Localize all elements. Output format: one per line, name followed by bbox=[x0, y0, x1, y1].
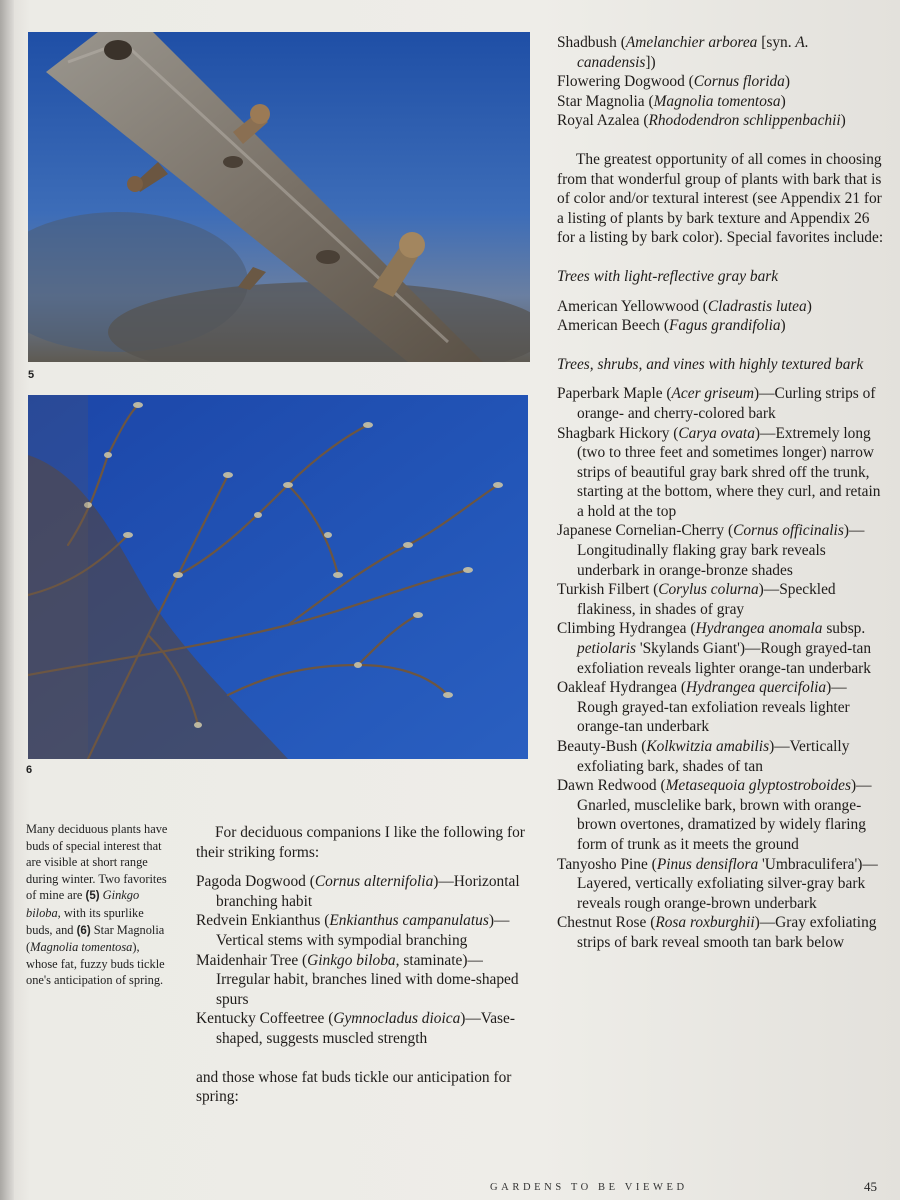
list-item: Maidenhair Tree (Ginkgo biloba, staminate)—Irregular habit, branches lined with dome-shaped spurs bbox=[196, 951, 519, 1008]
list-item: Dawn Redwood (Metasequoia glyptostroboides)—Gnarled, musclelike bark, brown with orange-brown overtones, dramatized by widely flaring form of trunk as it meets the ground bbox=[557, 777, 872, 853]
page-gutter-shadow bbox=[0, 0, 14, 1200]
list-item: Shadbush (Amelanchier arborea [syn. A. canadensis]) bbox=[557, 34, 809, 71]
list-item: Tanyosho Pine (Pinus densiflora 'Umbraculifera')—Layered, vertically exfoliating silver-gray bark reveals rough orange-brown underbark bbox=[557, 855, 878, 912]
list-item: Shagbark Hickory (Carya ovata)—Extremely long (two to three feet and sometimes longer) narrow strips of beautiful gray bark shred off the trunk, starting at the bottom, where they curl, and retain a hold at the top bbox=[557, 424, 881, 520]
bark-paragraph: The greatest opportunity of all comes in choosing from that wonderful group of plants with bark that is of color and/or textural interest (see Appendix 21 for a listing of plants by bark texture and Appendix 26 for a listing by bark color). Special favorites include: bbox=[557, 150, 884, 247]
list-item: Climbing Hydrangea (Hydrangea anomala subsp. petiolaris 'Skylands Giant')—Rough grayed-tan exfoliation reveals lighter orange-tan underbark bbox=[557, 620, 872, 677]
list-item: Japanese Cornelian-Cherry (Cornus officinalis)—Longitudinally flaking gray bark reveals underbark in orange-bronze shades bbox=[557, 522, 865, 579]
list-item: Royal Azalea (Rhododendron schlippenbachii) bbox=[557, 112, 846, 130]
list-item: Chestnut Rose (Rosa roxburghii)—Gray exfoliating strips of bark reveal smooth tan bark below bbox=[557, 914, 877, 951]
list-item: Star Magnolia (Magnolia tomentosa) bbox=[557, 92, 786, 110]
list-item: Flowering Dogwood (Cornus florida) bbox=[557, 73, 791, 91]
right-text-column bbox=[557, 33, 885, 953]
figure-number-5: 5 bbox=[28, 369, 35, 381]
page-number: 45 bbox=[864, 1179, 877, 1194]
list-item: Beauty-Bush (Kolkwitzia amabilis)—Vertically exfoliating bark, shades of tan bbox=[557, 738, 850, 775]
left-text-column bbox=[196, 823, 526, 1107]
running-title: GARDENS TO BE VIEWED bbox=[490, 1182, 688, 1193]
list-item: American Beech (Fagus grandifolia) bbox=[557, 317, 786, 335]
list-item: Redvein Enkianthus (Enkianthus campanulatus)—Vertical stems with sympodial branching bbox=[196, 912, 510, 949]
spring-buds-intro: and those whose fat buds tickle our anticipation for spring: bbox=[196, 1068, 512, 1106]
section-heading-gray-bark: Trees with light-reflective gray bark bbox=[557, 267, 779, 285]
deciduous-intro: For deciduous companions I like the following for their striking forms: bbox=[196, 824, 525, 861]
figure-number-6: 6 bbox=[26, 764, 33, 776]
list-item: Paperbark Maple (Acer griseum)—Curling strips of orange- and cherry-colored bark bbox=[557, 385, 876, 422]
list-item: Oakleaf Hydrangea (Hydrangea quercifolia)—Rough grayed-tan exfoliation reveals lighter orange-tan underbark bbox=[557, 679, 850, 736]
star-magnolia-photo bbox=[28, 395, 528, 759]
photo-caption: Many deciduous plants have buds of special interest that are visible at short range during winter. Two favorites of mine are (5) Ginkgo biloba, with its spurlike buds, and (6) Star Magnolia (Magnolia tomentosa), whose fat, fuzzy buds tickle one's anticipation of spring. bbox=[26, 822, 168, 988]
list-item: Kentucky Coffeetree (Gymnocladus dioica)—Vase-shaped, suggests muscled strength bbox=[196, 1010, 515, 1047]
ginkgo-branch-photo bbox=[28, 32, 530, 362]
list-item: Pagoda Dogwood (Cornus alternifolia)—Horizontal branching habit bbox=[196, 873, 520, 910]
section-heading-textured-bark: Trees, shrubs, and vines with highly textured bark bbox=[557, 355, 864, 373]
list-item: American Yellowwood (Cladrastis lutea) bbox=[557, 297, 812, 315]
list-item: Turkish Filbert (Corylus colurna)—Speckled flakiness, in shades of gray bbox=[557, 581, 836, 618]
